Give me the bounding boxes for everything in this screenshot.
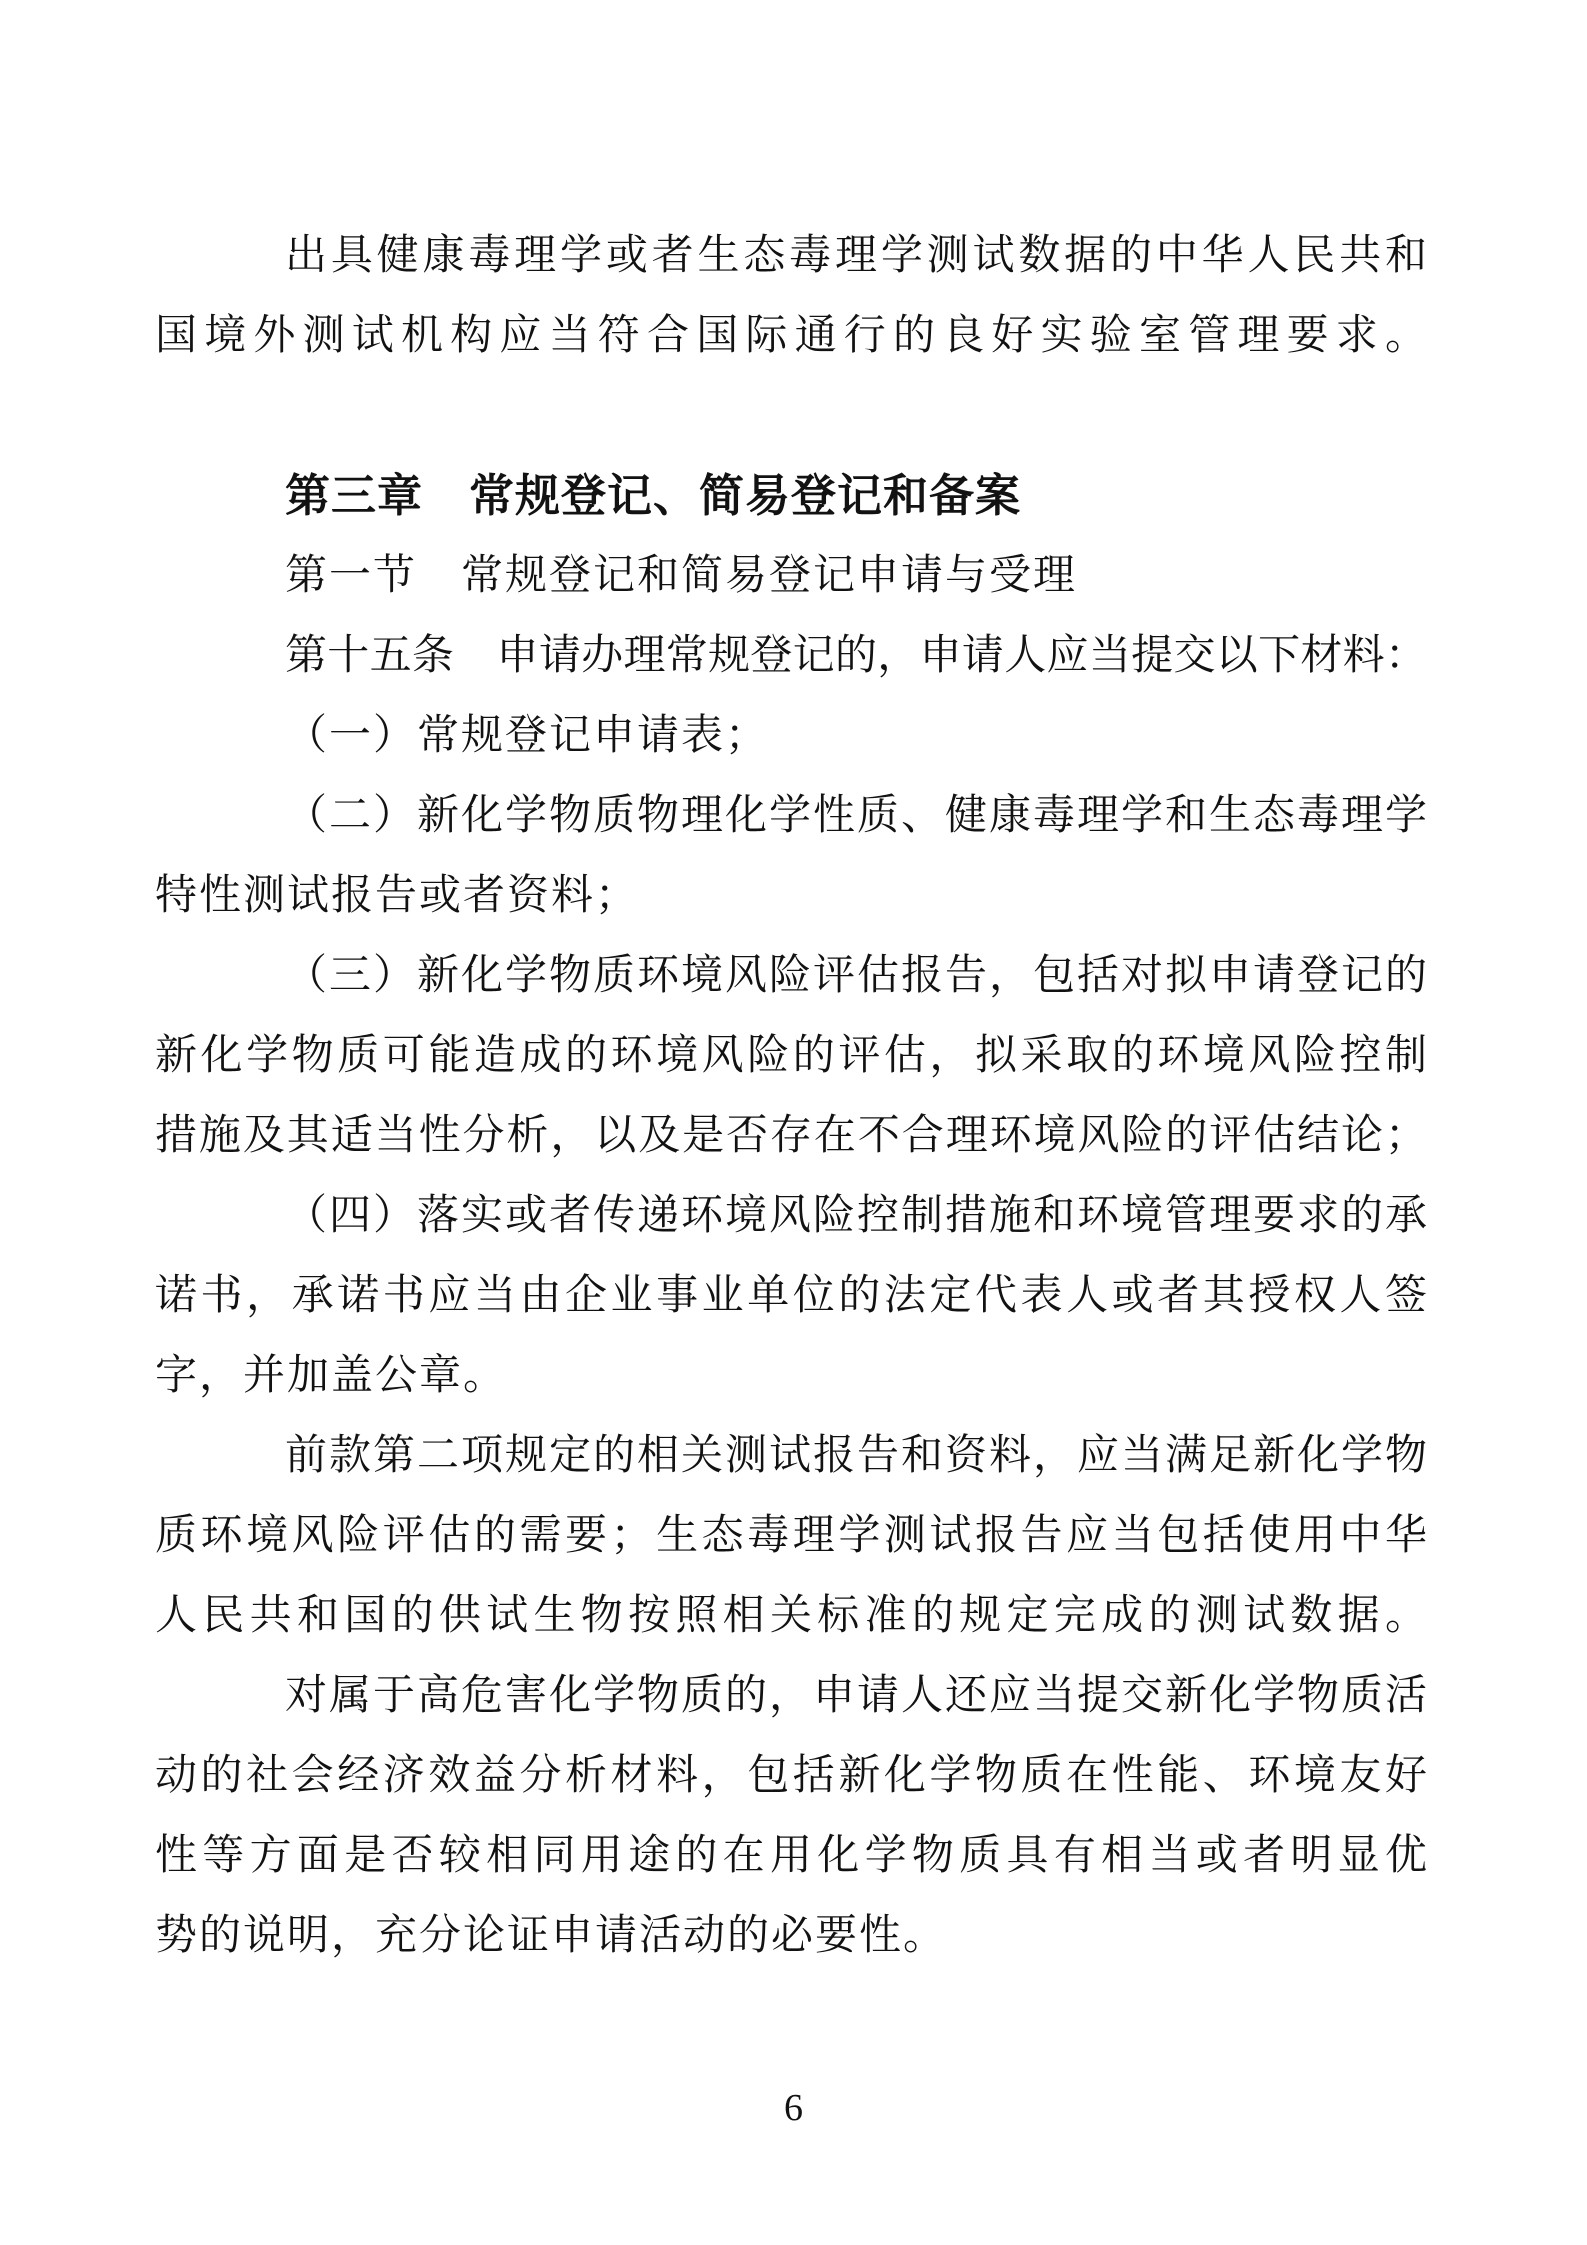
text-line: 人民共和国的供试生物按照相关标准的规定完成的测试数据。 <box>155 1593 1427 1639</box>
text-line: （一）常规登记申请表； <box>285 713 770 759</box>
text-line: 性等方面是否较相同用途的在用化学物质具有相当或者明显优 <box>155 1833 1427 1879</box>
text-line: 出具健康毒理学或者生态毒理学测试数据的中华人民共和 <box>285 233 1427 279</box>
page-number: 6 <box>784 2087 803 2129</box>
text-line: 动的社会经济效益分析材料，包括新化学物质在性能、环境友好 <box>155 1753 1427 1799</box>
text-line: 措施及其适当性分析，以及是否存在不合理环境风险的评估结论； <box>155 1113 1427 1159</box>
text-line: 国境外测试机构应当符合国际通行的良好实验室管理要求。 <box>155 313 1427 359</box>
text-line: （三）新化学物质环境风险评估报告，包括对拟申请登记的 <box>285 953 1427 999</box>
text-line: （四）落实或者传递环境风险控制措施和环境管理要求的承 <box>285 1193 1427 1239</box>
text-line: 诺书，承诺书应当由企业事业单位的法定代表人或者其授权人签 <box>155 1273 1427 1319</box>
text-line: 对属于高危害化学物质的，申请人还应当提交新化学物质活 <box>285 1673 1427 1719</box>
text-line: 特性测试报告或者资料； <box>155 873 640 919</box>
text-line: 质环境风险评估的需要；生态毒理学测试报告应当包括使用中华 <box>155 1513 1427 1559</box>
text-line: 字，并加盖公章。 <box>155 1353 508 1399</box>
page-body-text <box>155 216 1427 1976</box>
text-line: 势的说明，充分论证申请活动的必要性。 <box>155 1913 948 1959</box>
text-line: （二）新化学物质物理化学性质、健康毒理学和生态毒理学 <box>285 793 1427 839</box>
chapter-heading: 第三章 常规登记、简易登记和备案 <box>285 470 1022 521</box>
text-line: 新化学物质可能造成的环境风险的评估，拟采取的环境风险控制 <box>155 1033 1427 1079</box>
article-line: 第十五条 申请办理常规登记的，申请人应当提交以下材料： <box>285 633 1427 679</box>
text-line: 前款第二项规定的相关测试报告和资料，应当满足新化学物 <box>285 1433 1427 1479</box>
section-heading: 第一节 常规登记和简易登记申请与受理 <box>285 553 1078 599</box>
